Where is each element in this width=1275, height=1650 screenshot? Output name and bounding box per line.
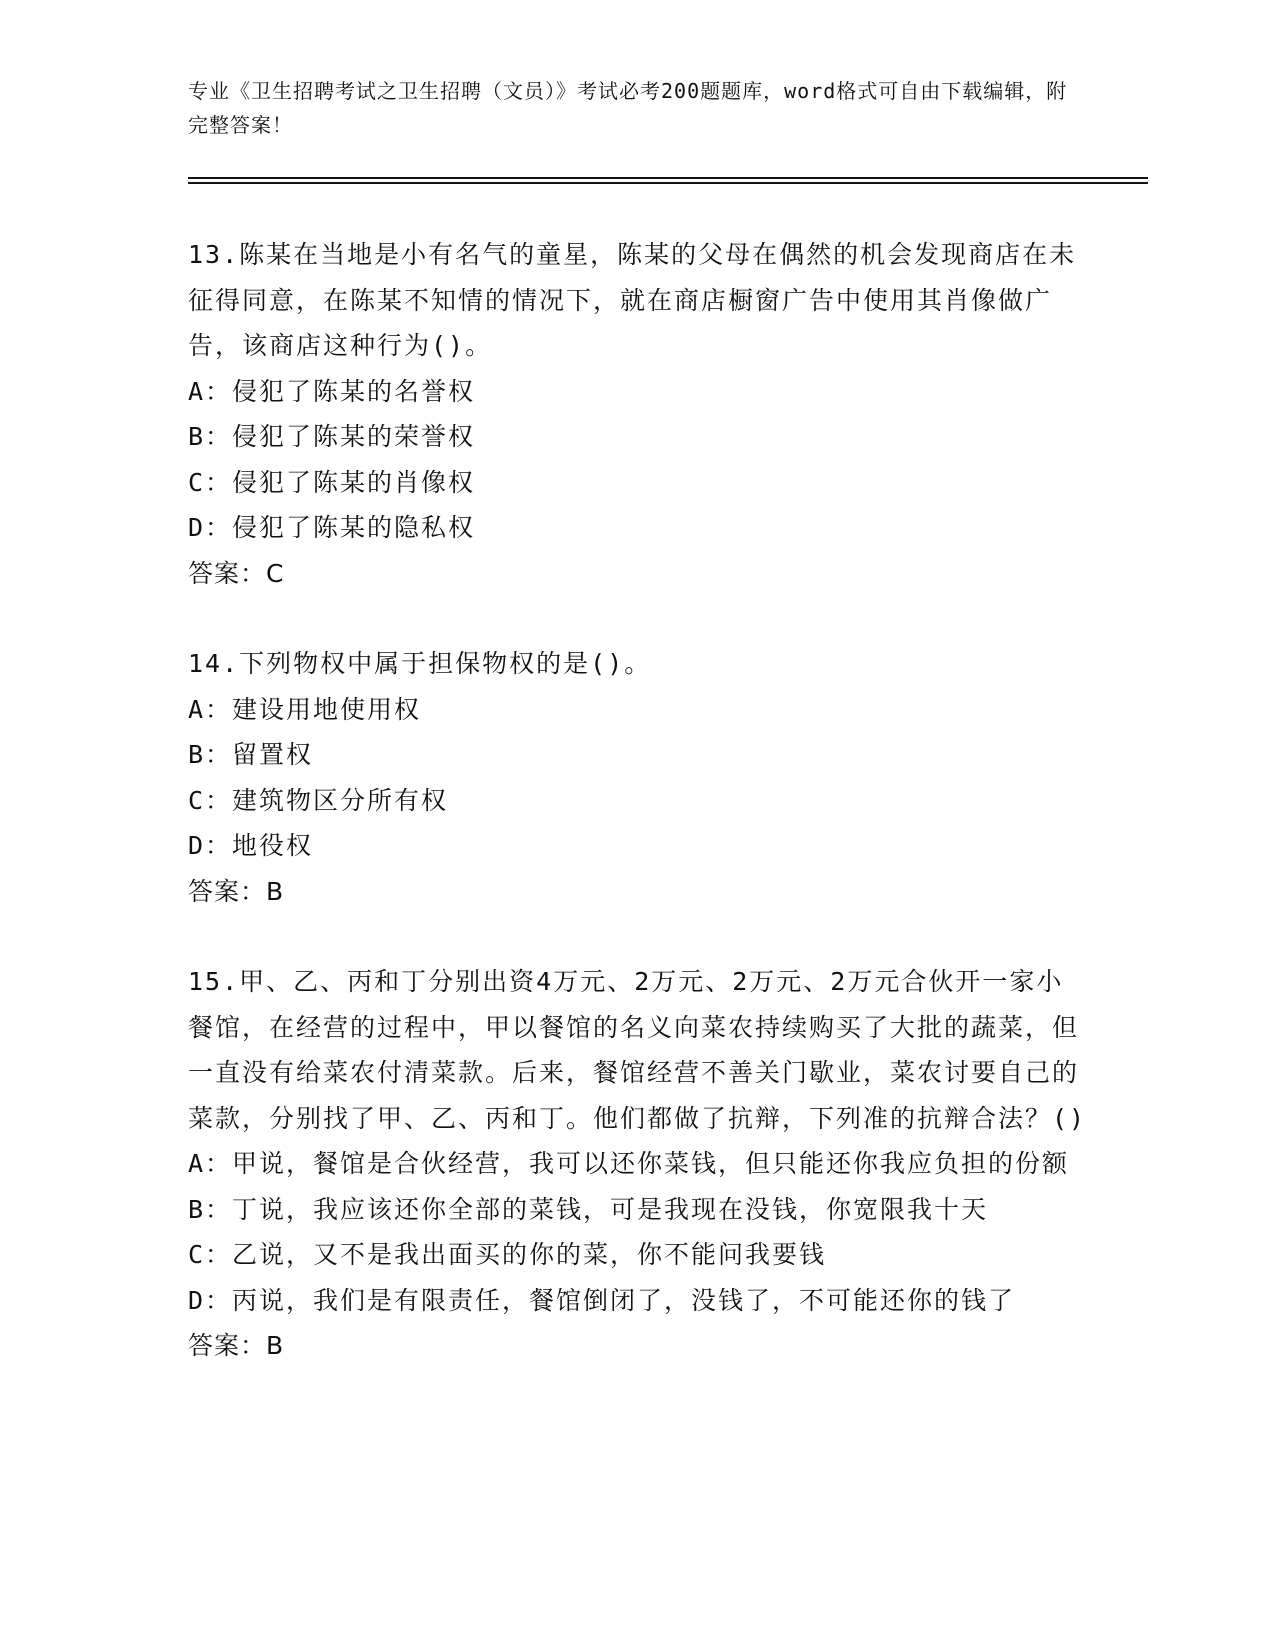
question-list [188, 232, 1088, 1414]
question-stem: 13.陈某在当地是小有名气的童星，陈某的父母在偶然的机会发现商店在未征得同意，在陈某不知情的情况下，就在商店橱窗广告中使用其肖像做广告，该商店这种行为()。 [188, 240, 1077, 360]
option-a: A：甲说，餐馆是合伙经营，我可以还你菜钱，但只能还你我应负担的份额 [188, 1149, 1070, 1178]
option-d: D：丙说，我们是有限责任，餐馆倒闭了，没钱了，不可能还你的钱了 [188, 1285, 1016, 1315]
option-b: B：侵犯了陈某的荣誉权 [188, 422, 476, 451]
option-c: C：侵犯了陈某的肖像权 [188, 467, 476, 497]
option-b: B：丁说，我应该还你全部的菜钱，可是我现在没钱，你宽限我十天 [188, 1194, 989, 1224]
option-a: A：侵犯了陈某的名誉权 [188, 376, 476, 406]
header-divider-top [188, 177, 1148, 179]
answer-line: 答案：B [188, 1331, 285, 1360]
answer-line: 答案：B [188, 876, 285, 906]
option-c: C：乙说，又不是我出面买的你的菜，你不能问我要钱 [188, 1240, 827, 1269]
question-14 [188, 641, 1088, 914]
option-d: D：侵犯了陈某的隐私权 [188, 513, 476, 542]
question-13 [188, 232, 1088, 596]
option-a: A：建设用地使用权 [188, 694, 422, 724]
answer-line: 答案：C [188, 558, 285, 588]
question-stem: 14.下列物权中属于担保物权的是()。 [188, 649, 652, 678]
option-d: D：地役权 [188, 831, 314, 860]
question-stem: 15.甲、乙、丙和丁分别出资4万元、2万元、2万元、2万元合伙开一家小餐馆，在经营的过程中，甲以餐馆的名义向菜农持续购买了大批的蔬菜，但一直没有给菜农付清菜款。后来，餐馆经营不善关门歇业，菜农讨要自己的菜款，分别找了甲、乙、丙和丁。他们都做了抗辩，下列准的抗辩合法？() [188, 967, 1087, 1133]
option-b: B：留置权 [188, 740, 314, 769]
question-15 [188, 959, 1088, 1369]
document-header: 专业《卫生招聘考试之卫生招聘（文员）》考试必考200题题库，word格式可自由下载编辑，附完整答案！ [188, 79, 1068, 137]
option-c: C：建筑物区分所有权 [188, 785, 449, 815]
header-divider-bottom [188, 182, 1148, 184]
